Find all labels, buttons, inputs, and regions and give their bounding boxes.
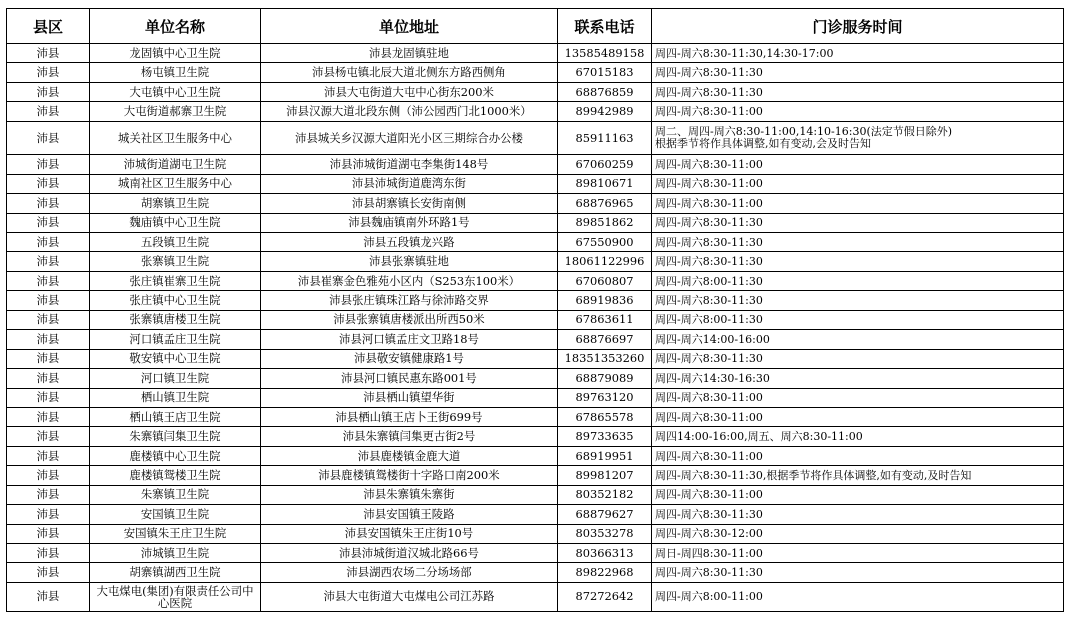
cell-address: 沛县朱寨镇朱寨街 xyxy=(261,485,558,504)
cell-phone: 18061122996 xyxy=(558,252,652,271)
cell-phone: 68876697 xyxy=(558,330,652,349)
cell-phone: 89822968 xyxy=(558,563,652,582)
table-row xyxy=(7,102,1064,121)
cell-phone: 68919836 xyxy=(558,291,652,310)
cell-county: 沛县 xyxy=(7,544,90,563)
table-row xyxy=(7,291,1064,310)
cell-service-hours: 周四-周六8:30-11:00 xyxy=(652,446,1064,465)
cell-county: 沛县 xyxy=(7,194,90,213)
table-row xyxy=(7,44,1064,63)
cell-address: 沛县沛城街道湖屯李集街148号 xyxy=(261,155,558,174)
cell-unit-name: 沛城镇卫生院 xyxy=(90,544,261,563)
table-row xyxy=(7,524,1064,543)
cell-unit-name: 龙固镇中心卫生院 xyxy=(90,44,261,63)
cell-county: 沛县 xyxy=(7,582,90,611)
cell-phone: 68876859 xyxy=(558,82,652,101)
cell-phone: 89810671 xyxy=(558,174,652,193)
cell-county: 沛县 xyxy=(7,82,90,101)
cell-unit-name: 城关社区卫生服务中心 xyxy=(90,121,261,155)
cell-county: 沛县 xyxy=(7,563,90,582)
cell-unit-name: 鹿楼镇中心卫生院 xyxy=(90,446,261,465)
cell-unit-name: 张庄镇中心卫生院 xyxy=(90,291,261,310)
cell-unit-name: 城南社区卫生服务中心 xyxy=(90,174,261,193)
cell-phone: 89981207 xyxy=(558,466,652,485)
table-row xyxy=(7,330,1064,349)
cell-service-hours: 周四-周六8:00-11:30 xyxy=(652,310,1064,329)
table-row xyxy=(7,63,1064,82)
cell-address: 沛县朱寨镇闫集更古街2号 xyxy=(261,427,558,446)
cell-county: 沛县 xyxy=(7,407,90,426)
cell-phone: 68876965 xyxy=(558,194,652,213)
table-row xyxy=(7,194,1064,213)
cell-phone: 89733635 xyxy=(558,427,652,446)
table-body xyxy=(7,44,1064,612)
table-row xyxy=(7,388,1064,407)
cell-address: 沛县崔寨金色雅苑小区内（S253东100米） xyxy=(261,271,558,290)
cell-unit-name: 沛城街道湖屯卫生院 xyxy=(90,155,261,174)
cell-address: 沛县湖西农场二分场场部 xyxy=(261,563,558,582)
cell-county: 沛县 xyxy=(7,466,90,485)
cell-county: 沛县 xyxy=(7,369,90,388)
cell-service-hours: 周四-周六8:30-11:30 xyxy=(652,82,1064,101)
cell-county: 沛县 xyxy=(7,505,90,524)
cell-unit-name: 栖山镇王店卫生院 xyxy=(90,407,261,426)
cell-phone: 67550900 xyxy=(558,233,652,252)
table-row xyxy=(7,174,1064,193)
table-row xyxy=(7,349,1064,368)
cell-service-hours: 周四-周六8:30-11:30,14:30-17:00 xyxy=(652,44,1064,63)
cell-service-hours: 周四-周六8:30-11:30,根据季节将作具体调整,如有变动,及时告知 xyxy=(652,466,1064,485)
cell-address: 沛县杨屯镇北辰大道北侧东方路西侧角 xyxy=(261,63,558,82)
cell-service-hours: 周四-周六8:00-11:00 xyxy=(652,582,1064,611)
cell-address: 沛县城关乡汉源大道阳光小区三期综合办公楼 xyxy=(261,121,558,155)
table-header-row xyxy=(7,9,1064,44)
cell-phone: 80353278 xyxy=(558,524,652,543)
table-row xyxy=(7,407,1064,426)
cell-service-hours: 周四-周六8:30-11:00 xyxy=(652,155,1064,174)
cell-service-hours: 周四-周六8:30-11:30 xyxy=(652,213,1064,232)
cell-unit-name: 杨屯镇卫生院 xyxy=(90,63,261,82)
cell-county: 沛县 xyxy=(7,174,90,193)
cell-service-hours: 周四-周六8:30-12:00 xyxy=(652,524,1064,543)
table-row xyxy=(7,446,1064,465)
table-row xyxy=(7,121,1064,155)
table-row xyxy=(7,427,1064,446)
cell-county: 沛县 xyxy=(7,233,90,252)
cell-phone: 80366313 xyxy=(558,544,652,563)
cell-address: 沛县鹿楼镇鸳楼街十字路口南200米 xyxy=(261,466,558,485)
header-address: 单位地址 xyxy=(261,9,558,44)
cell-phone: 89763120 xyxy=(558,388,652,407)
cell-unit-name: 鹿楼镇鸳楼卫生院 xyxy=(90,466,261,485)
header-county: 县区 xyxy=(7,9,90,44)
cell-phone: 13585489158 xyxy=(558,44,652,63)
cell-service-hours: 周四-周六8:30-11:30 xyxy=(652,291,1064,310)
clinic-table xyxy=(6,8,1064,612)
cell-address: 沛县汉源大道北段东侧（沛公园西门北1000米） xyxy=(261,102,558,121)
header-service-hours: 门诊服务时间 xyxy=(652,9,1064,44)
cell-county: 沛县 xyxy=(7,310,90,329)
cell-unit-name: 张庄镇崔寨卫生院 xyxy=(90,271,261,290)
cell-county: 沛县 xyxy=(7,121,90,155)
cell-phone: 67060807 xyxy=(558,271,652,290)
cell-unit-name: 栖山镇卫生院 xyxy=(90,388,261,407)
cell-unit-name: 胡寨镇湖西卫生院 xyxy=(90,563,261,582)
cell-address: 沛县沛城街道鹿湾东街 xyxy=(261,174,558,193)
cell-unit-name: 朱寨镇卫生院 xyxy=(90,485,261,504)
cell-phone: 89942989 xyxy=(558,102,652,121)
cell-county: 沛县 xyxy=(7,524,90,543)
cell-service-hours: 周二、周四-周六8:30-11:00,14:10-16:30(法定节假日除外) 根据季节将作具体调整,如有变动,会及时告知 xyxy=(652,121,1064,155)
cell-address: 沛县河口镇民惠东路001号 xyxy=(261,369,558,388)
table-row xyxy=(7,310,1064,329)
cell-address: 沛县五段镇龙兴路 xyxy=(261,233,558,252)
cell-service-hours: 周四-周六8:30-11:00 xyxy=(652,485,1064,504)
cell-county: 沛县 xyxy=(7,291,90,310)
cell-address: 沛县魏庙镇南外环路1号 xyxy=(261,213,558,232)
table-row xyxy=(7,563,1064,582)
cell-phone: 67863611 xyxy=(558,310,652,329)
cell-county: 沛县 xyxy=(7,155,90,174)
cell-phone: 67060259 xyxy=(558,155,652,174)
table-row xyxy=(7,369,1064,388)
table-row xyxy=(7,155,1064,174)
cell-county: 沛县 xyxy=(7,427,90,446)
table-row xyxy=(7,252,1064,271)
cell-service-hours: 周四-周六8:30-11:30 xyxy=(652,252,1064,271)
cell-unit-name: 张寨镇卫生院 xyxy=(90,252,261,271)
cell-address: 沛县河口镇孟庄文卫路18号 xyxy=(261,330,558,349)
cell-phone: 67865578 xyxy=(558,407,652,426)
cell-address: 沛县鹿楼镇金鹿大道 xyxy=(261,446,558,465)
cell-service-hours: 周四-周六8:30-11:00 xyxy=(652,388,1064,407)
cell-phone: 67015183 xyxy=(558,63,652,82)
table-row xyxy=(7,271,1064,290)
header-phone: 联系电话 xyxy=(558,9,652,44)
cell-address: 沛县张寨镇驻地 xyxy=(261,252,558,271)
cell-county: 沛县 xyxy=(7,349,90,368)
cell-service-hours: 周四-周六8:30-11:00 xyxy=(652,407,1064,426)
cell-unit-name: 大屯煤电(集团)有限责任公司中心医院 xyxy=(90,582,261,611)
cell-unit-name: 朱寨镇闫集卫生院 xyxy=(90,427,261,446)
cell-phone: 68879089 xyxy=(558,369,652,388)
cell-address: 沛县大屯街道大屯中心街东200米 xyxy=(261,82,558,101)
cell-county: 沛县 xyxy=(7,330,90,349)
cell-unit-name: 大屯街道郝寨卫生院 xyxy=(90,102,261,121)
cell-service-hours: 周四-周六8:30-11:30 xyxy=(652,349,1064,368)
cell-service-hours: 周四14:00-16:00,周五、周六8:30-11:00 xyxy=(652,427,1064,446)
table-row xyxy=(7,466,1064,485)
cell-service-hours: 周四-周六8:30-11:30 xyxy=(652,233,1064,252)
cell-unit-name: 张寨镇唐楼卫生院 xyxy=(90,310,261,329)
cell-address: 沛县张庄镇珠江路与徐沛路交界 xyxy=(261,291,558,310)
cell-phone: 80352182 xyxy=(558,485,652,504)
cell-unit-name: 胡寨镇卫生院 xyxy=(90,194,261,213)
cell-service-hours: 周四-周六14:00-16:00 xyxy=(652,330,1064,349)
cell-service-hours: 周日-周四8:30-11:00 xyxy=(652,544,1064,563)
cell-address: 沛县栖山镇王店卜王街699号 xyxy=(261,407,558,426)
table-row xyxy=(7,82,1064,101)
cell-county: 沛县 xyxy=(7,44,90,63)
cell-address: 沛县安国镇朱王庄街10号 xyxy=(261,524,558,543)
cell-county: 沛县 xyxy=(7,446,90,465)
cell-service-hours: 周四-周六8:00-11:30 xyxy=(652,271,1064,290)
table-row xyxy=(7,213,1064,232)
cell-phone: 85911163 xyxy=(558,121,652,155)
cell-county: 沛县 xyxy=(7,271,90,290)
cell-county: 沛县 xyxy=(7,63,90,82)
cell-phone: 87272642 xyxy=(558,582,652,611)
cell-address: 沛县安国镇王陵路 xyxy=(261,505,558,524)
cell-phone: 89851862 xyxy=(558,213,652,232)
table-row xyxy=(7,233,1064,252)
header-unit-name: 单位名称 xyxy=(90,9,261,44)
cell-service-hours: 周四-周六8:30-11:00 xyxy=(652,174,1064,193)
cell-unit-name: 大屯镇中心卫生院 xyxy=(90,82,261,101)
cell-address: 沛县大屯街道大屯煤电公司江苏路 xyxy=(261,582,558,611)
cell-service-hours: 周四-周六8:30-11:00 xyxy=(652,102,1064,121)
cell-county: 沛县 xyxy=(7,252,90,271)
cell-county: 沛县 xyxy=(7,388,90,407)
cell-unit-name: 安国镇卫生院 xyxy=(90,505,261,524)
cell-county: 沛县 xyxy=(7,102,90,121)
cell-phone: 18351353260 xyxy=(558,349,652,368)
cell-unit-name: 河口镇卫生院 xyxy=(90,369,261,388)
cell-unit-name: 敬安镇中心卫生院 xyxy=(90,349,261,368)
cell-address: 沛县沛城街道汉城北路66号 xyxy=(261,544,558,563)
cell-service-hours: 周四-周六8:30-11:30 xyxy=(652,63,1064,82)
cell-county: 沛县 xyxy=(7,213,90,232)
cell-address: 沛县栖山镇望华街 xyxy=(261,388,558,407)
cell-address: 沛县龙固镇驻地 xyxy=(261,44,558,63)
cell-service-hours: 周四-周六14:30-16:30 xyxy=(652,369,1064,388)
cell-unit-name: 河口镇孟庄卫生院 xyxy=(90,330,261,349)
cell-phone: 68879627 xyxy=(558,505,652,524)
cell-address: 沛县张寨镇唐楼派出所西50米 xyxy=(261,310,558,329)
cell-county: 沛县 xyxy=(7,485,90,504)
cell-phone: 68919951 xyxy=(558,446,652,465)
table-row xyxy=(7,544,1064,563)
table-row xyxy=(7,505,1064,524)
cell-service-hours: 周四-周六8:30-11:30 xyxy=(652,505,1064,524)
table-row xyxy=(7,582,1064,611)
cell-service-hours: 周四-周六8:30-11:00 xyxy=(652,194,1064,213)
cell-unit-name: 五段镇卫生院 xyxy=(90,233,261,252)
cell-service-hours: 周四-周六8:30-11:30 xyxy=(652,563,1064,582)
cell-address: 沛县胡寨镇长安街南侧 xyxy=(261,194,558,213)
cell-address: 沛县敬安镇健康路1号 xyxy=(261,349,558,368)
table-row xyxy=(7,485,1064,504)
cell-unit-name: 安国镇朱王庄卫生院 xyxy=(90,524,261,543)
cell-unit-name: 魏庙镇中心卫生院 xyxy=(90,213,261,232)
